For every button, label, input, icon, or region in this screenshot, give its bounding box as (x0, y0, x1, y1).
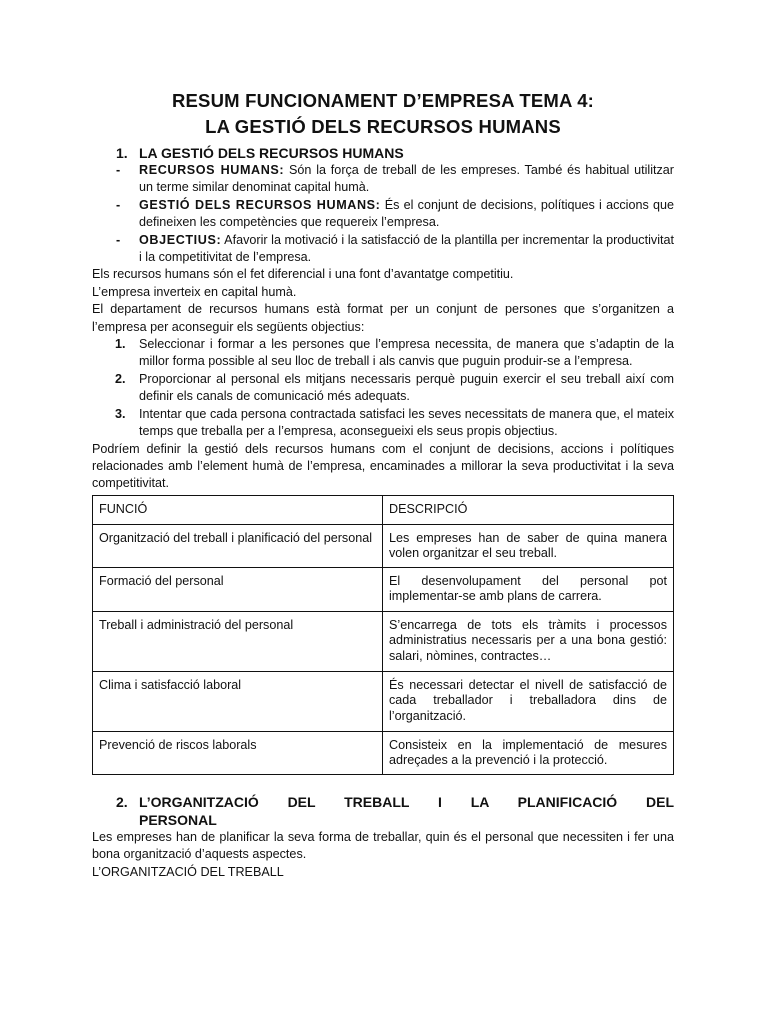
table-cell-function: Organització del treball i planificació del personal (93, 524, 383, 567)
table-cell-function: Clima i satisfacció laboral (93, 671, 383, 731)
objective-text: Proporcionar al personal els mitjans necessaris perquè puguin exercir el seu treball així com definir els canals de comunicació més adequats. (139, 371, 674, 404)
bullet-dash: - (116, 197, 121, 212)
bullet-item (92, 232, 674, 267)
table-cell-function: Prevenció de riscos laborals (93, 731, 383, 774)
section-1-heading (92, 144, 674, 162)
bullet-text: Són la força de treball de les empreses. També és habitual utilitzar un terme similar denominat capital humà. (139, 163, 674, 195)
objective-number: 1. (115, 337, 126, 352)
bullet-item (92, 162, 674, 197)
table-cell-description: S’encarrega de tots els tràmits i processos administratius necessaris per a una bona gestió: salari, nòmines, contractes… (383, 611, 674, 671)
table-cell-description: Consisteix en la implementació de mesures adreçades a la prevenció i la protecció. (383, 731, 674, 774)
section-2-title-line-1: L’ORGANITZACIÓ DEL TREBALL I LA PLANIFICACIÓ DEL (139, 793, 674, 810)
table-header-row (93, 495, 674, 524)
paragraph: Les empreses han de planificar la seva forma de treballar, quin és el personal que necessiten i fer una bona organització d’aquests aspectes. (92, 829, 674, 862)
paragraph: L’empresa inverteix en capital humà. (92, 284, 297, 299)
bullet-term: OBJECTIUS: (139, 232, 222, 247)
document-title (92, 88, 674, 140)
table-row (93, 671, 674, 731)
bullet-dash: - (116, 163, 121, 177)
objective-item (92, 406, 674, 441)
objective-text: Intentar que cada persona contractada satisfaci les seves necessitats de manera que, el mateix temps que treballa per a l’empresa, aconsegueixi els seus propis objectius. (139, 406, 674, 439)
bullet-item (92, 197, 674, 232)
table-cell-description: El desenvolupament del personal pot implementar-se amb plans de carrera. (383, 567, 674, 611)
section-2-heading (92, 793, 674, 829)
bullet-text: És el conjunt de decisions, polítiques i accions que defineixen les competències que requereix l’empresa. (139, 197, 675, 230)
objective-item (92, 371, 674, 406)
bullet-dash: - (116, 232, 121, 247)
section-1-title: LA GESTIÓ DELS RECURSOS HUMANS (139, 145, 404, 161)
table-row (93, 611, 674, 671)
functions-table (92, 495, 674, 775)
objective-number: 3. (115, 406, 126, 421)
table-cell-function: Treball i administració del personal (93, 611, 383, 671)
table-row (93, 731, 674, 774)
paragraph: Els recursos humans són el fet diferencial i una font d’avantatge competitiu. (92, 267, 514, 282)
document-content (92, 88, 674, 881)
section-1-number: 1. (116, 145, 128, 161)
table-row (93, 524, 674, 567)
objective-text: Seleccionar i formar a les persones que l’empresa necessita, de manera que s’adaptin de la millor forma possible al seu lloc de treball i als canvis que puguin produir-se a l’empresa. (139, 337, 674, 369)
table-cell-description: Les empreses han de saber de quina manera volen organitzar el seu treball. (383, 524, 674, 567)
table-header-cell: FUNCIÓ (93, 495, 383, 524)
title-line-1: RESUM FUNCIONAMENT D’EMPRESA TEMA 4: (171, 90, 595, 111)
bullet-term: GESTIÓ DELS RECURSOS HUMANS: (139, 197, 381, 212)
paragraph: El departament de recursos humans està format per un conjunt de persones que s’organitzen a l’empresa per aconseguir els següents objectius: (92, 302, 674, 334)
section-2-title-line-2: PERSONAL (139, 811, 217, 828)
table-row (93, 567, 674, 611)
objective-number: 2. (115, 371, 126, 386)
paragraph: Podríem definir la gestió dels recursos humans com el conjunt de decisions, accions i polítiques relacionades amb l’element humà de l’empresa, encaminades a millorar la seva productivitat i la seva competitivitat. (92, 441, 674, 491)
subheading: L’ORGANITZACIÓ DEL TREBALL (92, 864, 284, 879)
objective-item (92, 336, 674, 371)
bullet-term: RECURSOS HUMANS: (139, 163, 285, 177)
bullet-text: Afavorir la motivació i la satisfacció de la plantilla per incrementar la productivitat i la competitivitat de l’empresa. (139, 232, 674, 265)
title-line-2: LA GESTIÓ DELS RECURSOS HUMANS (205, 116, 561, 137)
table-header-cell: DESCRIPCIÓ (383, 495, 674, 524)
table-cell-description: És necessari detectar el nivell de satisfacció de cada treballador i treballadora dins de l’organització. (383, 671, 674, 731)
table-cell-function: Formació del personal (93, 567, 383, 611)
section-2-number: 2. (116, 793, 128, 810)
